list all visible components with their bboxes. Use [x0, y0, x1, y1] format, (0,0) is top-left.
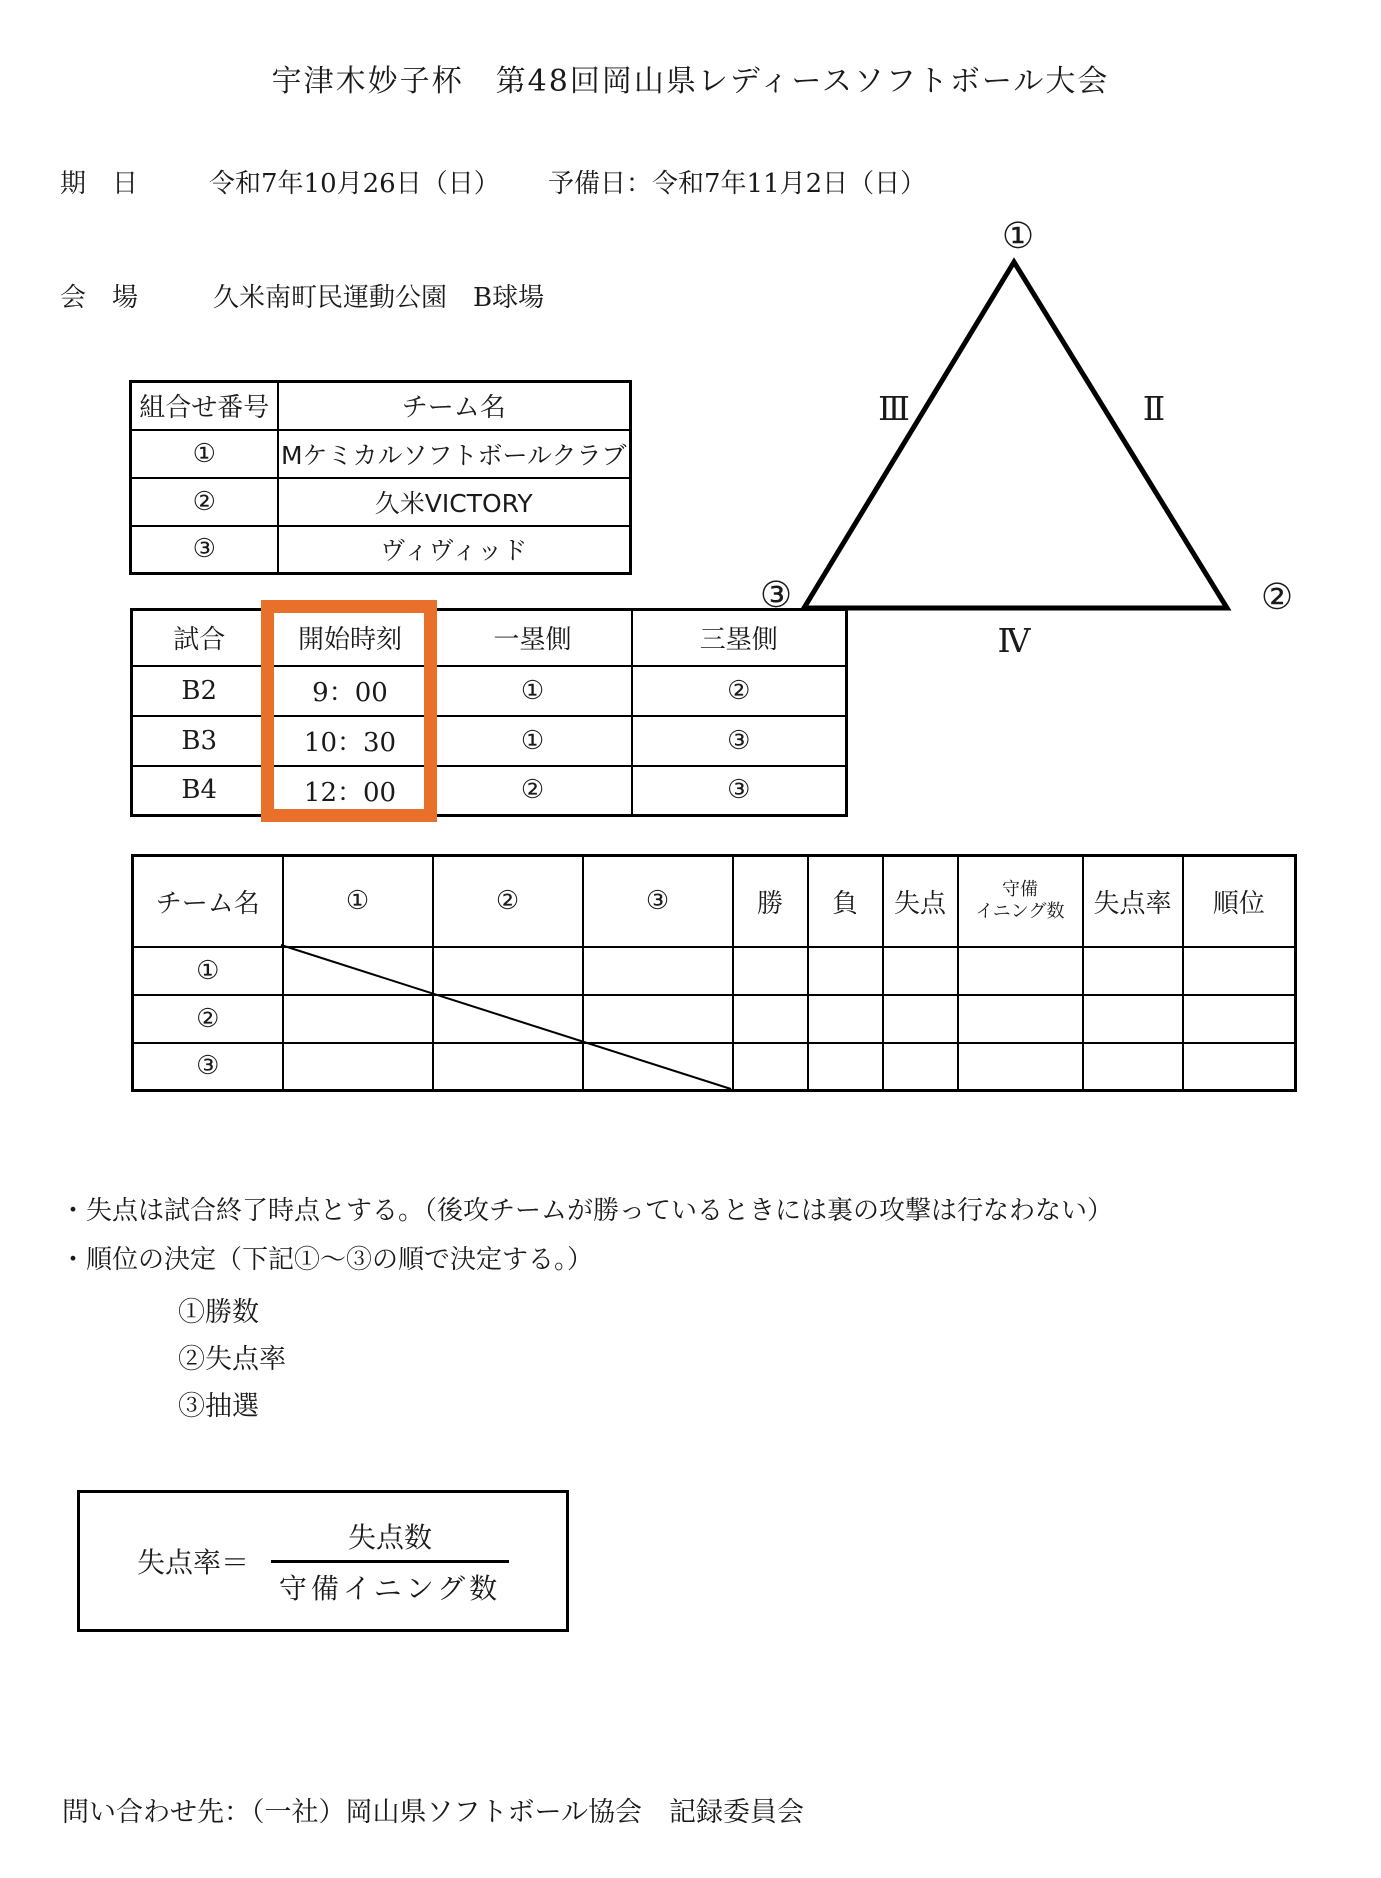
- bracket-game-left: Ⅲ: [878, 389, 910, 428]
- empty-cell: [958, 995, 1083, 1043]
- note-ranking: ・順位の決定（下記①～③の順で決定する。）: [60, 1245, 594, 1275]
- schedule-row: [132, 766, 847, 816]
- first-base-team: ②: [434, 766, 632, 816]
- empty-cell: [1083, 1043, 1183, 1091]
- bracket-seed-bottom-right: ②: [1260, 577, 1294, 618]
- losses-header: 負: [808, 856, 883, 947]
- empty-cell: [883, 947, 958, 995]
- run-rate-formula-box: [77, 1490, 569, 1632]
- empty-cell: [283, 995, 433, 1043]
- empty-cell: [583, 995, 733, 1043]
- team-name-header: チーム名: [278, 382, 631, 430]
- empty-cell: [1183, 1043, 1296, 1091]
- empty-cell: [433, 995, 583, 1043]
- standings-header-row: [133, 856, 1296, 947]
- bracket-seed-bottom-left: ③: [759, 575, 793, 616]
- empty-cell: [733, 1043, 808, 1091]
- team-number: ①: [131, 430, 278, 478]
- schedule-row: [132, 716, 847, 766]
- third-base-team: ③: [632, 716, 847, 766]
- triangle-shape: [804, 262, 1227, 608]
- run-rate-header: 失点率: [1083, 856, 1183, 947]
- schedule-row: [132, 666, 847, 716]
- formula-fraction: [271, 1516, 509, 1607]
- match-schedule-table: [130, 608, 848, 817]
- empty-cell: [1083, 995, 1183, 1043]
- standings-row-label: ①: [133, 947, 283, 995]
- team-row: [131, 526, 631, 574]
- empty-cell: [958, 947, 1083, 995]
- start-time: 12：00: [267, 766, 434, 816]
- game-id: B2: [132, 666, 267, 716]
- empty-cell: [433, 1043, 583, 1091]
- team-table-header-row: [131, 382, 631, 430]
- page-title: 宇津木妙子杯 第48回岡山県レディースソフトボール大会: [271, 64, 1110, 99]
- empty-cell: [808, 995, 883, 1043]
- empty-cell: [958, 1043, 1083, 1091]
- team-row: [131, 478, 631, 526]
- ranking-criterion-3: ③抽選: [178, 1391, 259, 1422]
- empty-cell: [733, 947, 808, 995]
- standings-opp2-header: ②: [433, 856, 583, 947]
- start-time: 9：00: [267, 666, 434, 716]
- schedule-header-row: [132, 610, 847, 666]
- standings-row: [133, 947, 1296, 995]
- game-id: B3: [132, 716, 267, 766]
- formula-lhs: 失点率＝: [136, 1546, 249, 1579]
- venue-value: 久米南町民運動公園 B球場: [213, 283, 545, 313]
- first-base-header: 一塁側: [434, 610, 632, 666]
- third-base-header: 三塁側: [632, 610, 847, 666]
- start-time: 10：30: [267, 716, 434, 766]
- standings-table: [131, 854, 1381, 1092]
- third-base-team: ③: [632, 766, 847, 816]
- standings-row-label: ③: [133, 1043, 283, 1091]
- rank-header: 順位: [1183, 856, 1296, 947]
- empty-cell: [583, 1043, 733, 1091]
- standings-row-label: ②: [133, 995, 283, 1043]
- bracket-seed-top: ①: [1001, 216, 1035, 257]
- empty-cell: [1083, 947, 1183, 995]
- formula-numerator: 失点数: [347, 1520, 432, 1554]
- standings-opp1-header: ①: [283, 856, 433, 947]
- bracket-game-bottom: Ⅳ: [997, 621, 1031, 660]
- empty-cell: [1183, 947, 1296, 995]
- empty-cell: [808, 947, 883, 995]
- defensive-innings-header: 守備 イニング数: [958, 856, 1083, 947]
- first-base-team: ①: [434, 716, 632, 766]
- game-id: B4: [132, 766, 267, 816]
- game-header: 試合: [132, 610, 267, 666]
- empty-cell: [883, 1043, 958, 1091]
- standings-row: [133, 995, 1296, 1043]
- wins-header: 勝: [733, 856, 808, 947]
- empty-cell: [733, 995, 808, 1043]
- date-value: 令和7年10月26日（日）: [209, 169, 500, 199]
- bracket-triangle-diagram: [700, 190, 1350, 680]
- empty-cell: [883, 995, 958, 1043]
- date-label: 期 日: [60, 169, 139, 199]
- team-pairing-table: [129, 380, 632, 575]
- third-base-team: ②: [632, 666, 847, 716]
- empty-cell: [283, 947, 433, 995]
- team-number: ③: [131, 526, 278, 574]
- team-name: 久米VICTORY: [278, 478, 631, 526]
- contact-line: 問い合わせ先：（一社）岡山県ソフトボール協会 記録委員会: [62, 1797, 804, 1828]
- team-name: ヴィヴィッド: [278, 526, 631, 574]
- venue-label: 会 場: [60, 283, 139, 313]
- team-row: [131, 430, 631, 478]
- empty-cell: [283, 1043, 433, 1091]
- ranking-criterion-1: ①勝数: [178, 1297, 259, 1328]
- bracket-game-right: Ⅱ: [1142, 389, 1166, 428]
- team-name: Mケミカルソフトボールクラブ: [278, 430, 631, 478]
- empty-cell: [433, 947, 583, 995]
- empty-cell: [583, 947, 733, 995]
- standings-team-header: チーム名: [133, 856, 283, 947]
- standings-opp3-header: ③: [583, 856, 733, 947]
- pairing-number-header: 組合せ番号: [131, 382, 278, 430]
- date-reserve: 予備日：令和7年11月2日（日）: [548, 169, 927, 199]
- team-number: ②: [131, 478, 278, 526]
- empty-cell: [808, 1043, 883, 1091]
- ranking-criterion-2: ②失点率: [178, 1344, 286, 1375]
- runs-against-header: 失点: [883, 856, 958, 947]
- first-base-team: ①: [434, 666, 632, 716]
- note-runs: ・失点は試合終了時点とする。（後攻チームが勝っているときには裏の攻撃は行なわない）: [60, 1196, 1114, 1226]
- standings-row: [133, 1043, 1296, 1091]
- start-time-header: 開始時刻: [267, 610, 434, 666]
- formula-denominator: 守備イニング数: [278, 1571, 502, 1605]
- empty-cell: [1183, 995, 1296, 1043]
